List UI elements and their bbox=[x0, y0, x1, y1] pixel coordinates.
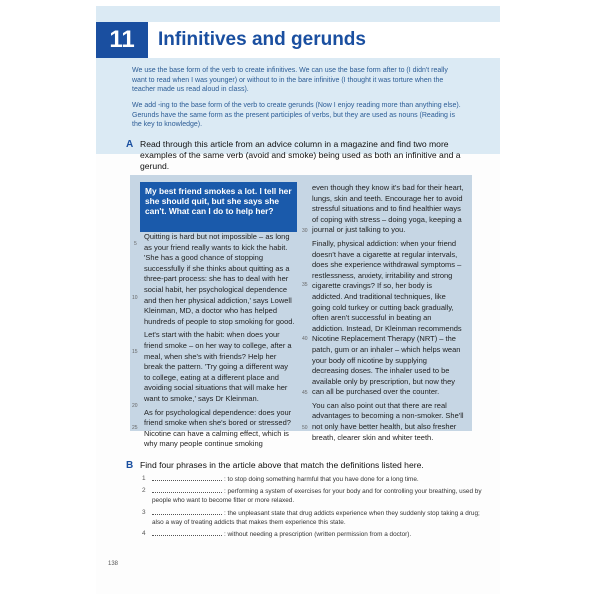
definition-item bbox=[152, 474, 482, 484]
definition-item bbox=[152, 529, 482, 539]
article-paragraph: You can also point out that there are real advantages to becoming a non-smoker. She'll not only have better health, but also fresher breath, clearer skin and whiter teeth. bbox=[312, 400, 464, 442]
article-headline: My best friend smokes a lot. I tell her she should quit, but she says she can't. What can I do to help her? bbox=[140, 182, 297, 232]
article-paragraph: even though they know it's bad for their heart, lungs, skin and teeth. Encourage her to avoid stressful situations and to find healthier ways of coping with stress – doing yoga, keeping a journal or just talking to you. bbox=[312, 183, 464, 235]
task-b-letter: B bbox=[126, 460, 134, 471]
answer-blank[interactable] bbox=[152, 486, 222, 493]
definition-item bbox=[152, 508, 482, 527]
article-paragraph: As for psychological dependence: does your friend smoke when she's bored or stressed? Nicotine can have a calming effect, which is why many people continue smoking bbox=[144, 407, 292, 449]
article-left-column bbox=[144, 232, 296, 453]
task-b-instruction: Find four phrases in the article above that match the definitions listed here. bbox=[140, 460, 424, 470]
line-number: 50 bbox=[302, 425, 308, 431]
line-number: 45 bbox=[302, 390, 308, 396]
definition-item bbox=[152, 486, 482, 505]
intro-paragraph-2: We add -ing to the base form of the verb to create gerunds (Now I enjoy reading more than anything else). Gerunds have the same form as the present participles of verbs, but they are used as nouns (Reading is the key to knowledge). bbox=[132, 102, 461, 129]
line-number: 40 bbox=[302, 336, 308, 342]
line-number: 5 bbox=[134, 241, 137, 247]
definition-text: : without needing a prescription (written permission from a doctor). bbox=[224, 531, 412, 538]
line-number: 35 bbox=[302, 282, 308, 288]
item-number: 4 bbox=[142, 530, 146, 537]
line-number: 30 bbox=[302, 228, 308, 234]
line-number: 20 bbox=[132, 403, 138, 409]
item-number: 3 bbox=[142, 509, 146, 516]
definition-text: : to stop doing something harmful that you have done for a long time. bbox=[224, 476, 419, 483]
line-number: 25 bbox=[132, 425, 138, 431]
intro-paragraph-1: We use the base form of the verb to create infinitives. We can use the base form after to (I didn't really want to read when I was younger) or without to in the bare infinitive (I thought it was torture when the teacher made us read aloud in class). bbox=[132, 67, 448, 94]
task-a-letter: A bbox=[126, 139, 134, 150]
article-paragraph: Quitting is hard but not impossible – as long as your friend really wants to kick the habit. 'She has a good chance of stopping successfully if she thinks about quitting as a three-part process: she has to deal with her social habit, her psychological dependence and then her physical addiction,' says Lowell Kleinman, MD, a doctor who has helped hundreds of people to stop smoking for good. bbox=[144, 232, 295, 326]
line-number: 10 bbox=[132, 295, 138, 301]
task-a-instruction: Read through this article from an advice column in a magazine and find two more examples of the same verb (avoid and smoke) being used as both an infinitive and a gerund. bbox=[140, 139, 461, 171]
unit-number: 11 bbox=[96, 22, 148, 58]
article-paragraph: Let's start with the habit: when does your friend smoke – on her way to college, after a meal, when she's with friends? Help her break the pattern. 'Try going a different way to college, eating at a different place and avoiding social situations that will make her want to smoke,' says Dr Kleinman. bbox=[144, 330, 292, 403]
definition-text: : performing a system of exercises for your body and for controlling your breathing, used by people who want to become fitter or more relaxed. bbox=[152, 488, 482, 504]
article-paragraph: Finally, physical addiction: when your friend doesn't have a cigarette at regular intervals, does she experience withdrawal symptoms – restlessness, anxiety, irritability and strong cigarette cravings? If so, her body is addicted. And traditional techniques, like going cold turkey or cutting back gradually, often aren't successful in beating an addiction. Instead, Dr Kleinman recommends Nicotine Replacement Therapy (NRT) – the patch, gum or an inhaler – which helps wean your body off nicotine by supplying decreasing doses. The inhaler used to be available only by prescription, but now they can all be purchased over the counter. bbox=[312, 238, 462, 397]
article-right-column bbox=[312, 183, 464, 446]
unit-title: Infinitives and gerunds bbox=[158, 29, 366, 50]
item-number: 1 bbox=[142, 475, 146, 482]
item-number: 2 bbox=[142, 487, 146, 494]
answer-blank[interactable] bbox=[152, 529, 222, 536]
answer-blank[interactable] bbox=[152, 474, 222, 481]
line-number: 15 bbox=[132, 349, 138, 355]
definition-text: : the unpleasant state that drug addicts experience when they suddenly stop taking a drug; also a way of treating addicts that makes them experience this state. bbox=[152, 510, 480, 526]
answer-blank[interactable] bbox=[152, 508, 222, 515]
page-number: 138 bbox=[108, 561, 119, 567]
